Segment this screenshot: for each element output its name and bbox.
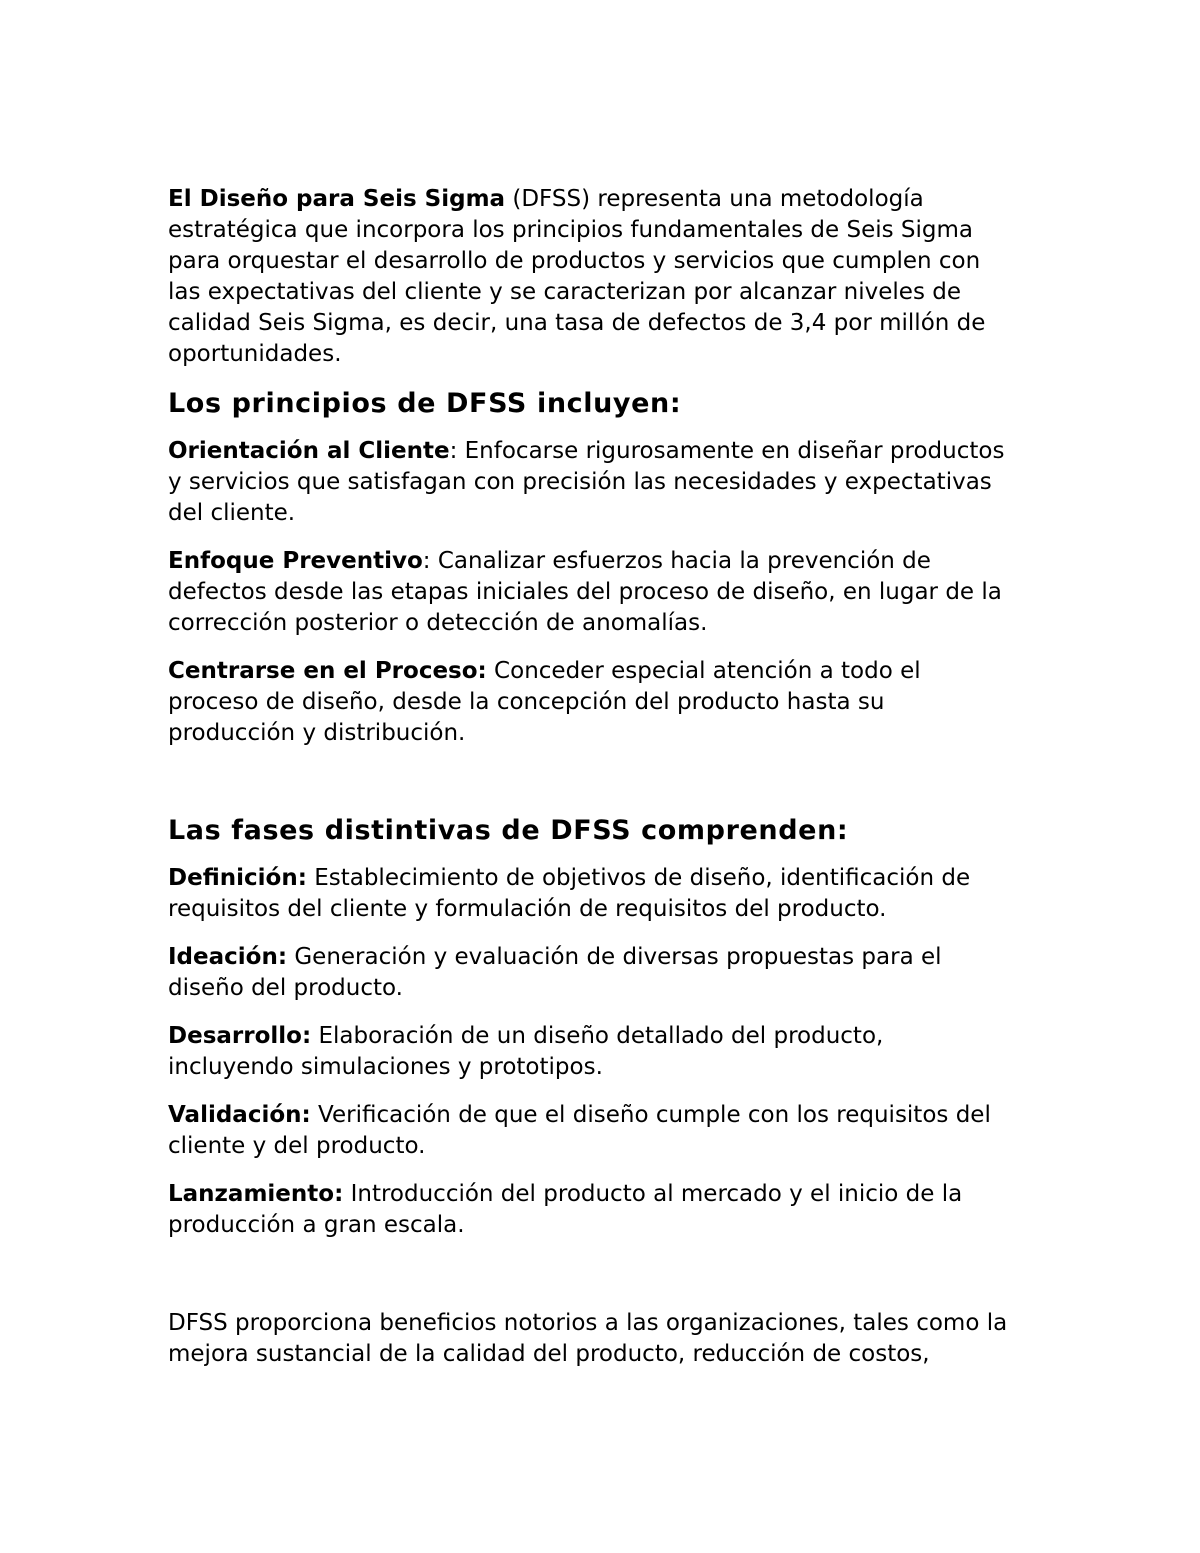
principio-line: proceso de diseño, desde la concepción del producto hasta su xyxy=(168,689,885,715)
principio-line: defectos desde las etapas iniciales del proceso de diseño, en lugar de la xyxy=(168,579,1002,605)
principio-line: y servicios que satisfagan con precisión las necesidades y expectativas xyxy=(168,469,992,495)
principio-text: Enfocarse rigurosamente en diseñar productos xyxy=(457,438,1005,464)
document-body xyxy=(168,184,1048,1387)
intro-line xyxy=(168,184,1048,215)
principio-sep: : xyxy=(422,548,431,574)
principio-line xyxy=(168,546,1048,577)
intro-line: las expectativas del cliente y se caracterizan por alcanzar niveles de xyxy=(168,279,961,305)
fase-text: Establecimiento de objetivos de diseño, identificación de xyxy=(306,865,971,891)
fase-line: requisitos del cliente y formulación de requisitos del producto. xyxy=(168,896,887,922)
closing-line: DFSS proporciona beneficios notorios a las organizaciones, tales como la xyxy=(168,1310,1008,1336)
fase-term: Ideación: xyxy=(168,944,288,970)
principio-line xyxy=(168,436,1048,467)
principio-line: del cliente. xyxy=(168,500,296,526)
principio-term: Orientación al Cliente xyxy=(168,438,450,464)
fase-line: cliente y del producto. xyxy=(168,1133,426,1159)
intro-text: (DFSS) representa una metodología xyxy=(505,186,924,212)
section-heading-principios: Los principios de DFSS incluyen: xyxy=(168,388,682,419)
intro-line: calidad Seis Sigma, es decir, una tasa de defectos de 3,4 por millón de xyxy=(168,310,986,336)
principio-text: Conceder especial atención a todo el xyxy=(486,658,921,684)
principio-term: Centrarse en el Proceso: xyxy=(168,658,487,684)
intro-line: para orquestar el desarrollo de productos y servicios que cumplen con xyxy=(168,248,981,274)
fase-line xyxy=(168,1179,1048,1210)
fase-line: producción a gran escala. xyxy=(168,1212,465,1238)
intro-line: estratégica que incorpora los principios fundamentales de Seis Sigma xyxy=(168,217,973,243)
fase-term: Definición: xyxy=(168,865,307,891)
principio-text: Canalizar esfuerzos hacia la prevención de xyxy=(430,548,931,574)
fase-text: Elaboración de un diseño detallado del producto, xyxy=(311,1023,884,1049)
fase-line xyxy=(168,1100,1048,1131)
blank-spacer xyxy=(168,1258,1048,1308)
fase-item xyxy=(168,1100,1048,1162)
closing-line: mejora sustancial de la calidad del producto, reducción de costos, xyxy=(168,1341,930,1367)
fase-item xyxy=(168,942,1048,1004)
intro-bold-term: El Diseño para Seis Sigma xyxy=(168,186,506,212)
fase-term: Lanzamiento: xyxy=(168,1181,344,1207)
fase-item xyxy=(168,863,1048,925)
section-heading-fases: Las fases distintivas de DFSS comprenden: xyxy=(168,815,849,846)
fase-line xyxy=(168,1021,1048,1052)
fase-text: Verificación de que el diseño cumple con los requisitos del xyxy=(310,1102,991,1128)
principio-item xyxy=(168,436,1048,529)
fase-item xyxy=(168,1021,1048,1083)
fase-text: Introducción del producto al mercado y el inicio de la xyxy=(343,1181,963,1207)
fase-term: Validación: xyxy=(168,1102,311,1128)
fase-term: Desarrollo: xyxy=(168,1023,312,1049)
blank-spacer xyxy=(168,766,1048,814)
principio-line xyxy=(168,656,1048,687)
intro-paragraph xyxy=(168,184,1048,370)
fase-line xyxy=(168,863,1048,894)
fase-line: incluyendo simulaciones y prototipos. xyxy=(168,1054,603,1080)
closing-paragraph xyxy=(168,1308,1048,1370)
principio-sep: : xyxy=(449,438,458,464)
principio-item xyxy=(168,546,1048,639)
principio-term: Enfoque Preventivo xyxy=(168,548,423,574)
principio-line: producción y distribución. xyxy=(168,720,466,746)
fase-text: Generación y evaluación de diversas propuestas para el xyxy=(287,944,942,970)
fase-item xyxy=(168,1179,1048,1241)
fase-line xyxy=(168,942,1048,973)
principio-line: corrección posterior o detección de anomalías. xyxy=(168,610,708,636)
principio-item xyxy=(168,656,1048,749)
fase-line: diseño del producto. xyxy=(168,975,403,1001)
intro-line: oportunidades. xyxy=(168,341,342,367)
